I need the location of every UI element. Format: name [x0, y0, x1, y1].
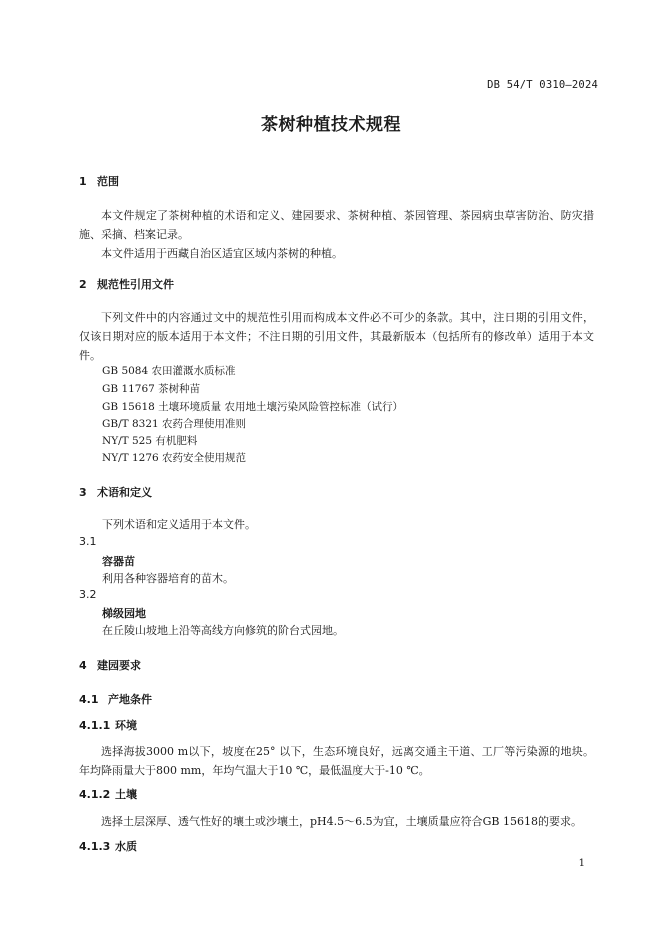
- clause-4-1-3-title: 水质: [115, 840, 137, 853]
- clause-4-1-1-body: [79, 742, 594, 780]
- term-name: 容器苗: [102, 555, 135, 568]
- clause-4-1-2-body: [79, 812, 594, 831]
- section-2-paragraph-1: 下列文件中的内容通过文中的规范性引用而构成本文件必不可少的条款。其中，注日期的引用文件，仅该日期对应的版本适用于本文件；不注日期的引用文件，其最新版本（包括所有的修改单）适用于本文件。: [79, 311, 594, 362]
- term-definition: 利用各种容器培育的苗木。: [102, 572, 234, 585]
- clause-4-1-3-number: 4.1.3: [79, 840, 111, 853]
- clause-4-1-2-heading: [79, 786, 137, 802]
- reference-item: GB/T 8321 农药合理使用准则: [102, 418, 247, 430]
- page-number: 1: [578, 858, 585, 869]
- reference-item: NY/T 1276 农药安全使用规范: [102, 452, 247, 464]
- clause-4-1-1-heading: [79, 717, 137, 733]
- term-name: 梯级园地: [102, 607, 146, 620]
- section-4-heading: [79, 657, 141, 673]
- clause-4-1-2-paragraph: 选择土层深厚、透气性好的壤土或沙壤土，pH4.5～6.5为宜，土壤质量应符合GB 15618的要求。: [101, 815, 582, 828]
- clause-4-1-title: 产地条件: [108, 693, 152, 706]
- section-2-body: [79, 308, 594, 365]
- section-2-heading: [79, 276, 174, 292]
- clause-4-1-1-title: 环境: [115, 719, 137, 732]
- clause-4-1-1-number: 4.1.1: [79, 719, 111, 732]
- section-3-heading: [79, 484, 152, 500]
- term-number: 3.1: [79, 535, 97, 548]
- section-3-title: 术语和定义: [97, 486, 152, 499]
- reference-item: NY/T 525 有机肥料: [102, 435, 198, 447]
- clause-4-1-2-title: 土壤: [115, 788, 137, 801]
- section-3-paragraph-1: 下列术语和定义适用于本文件。: [102, 518, 256, 531]
- clause-4-1-heading: [79, 691, 152, 707]
- clause-4-1-3-heading: [79, 838, 137, 854]
- section-1-title: 范围: [97, 175, 119, 188]
- clause-4-1-number: 4.1: [79, 693, 99, 706]
- section-2-title: 规范性引用文件: [97, 278, 174, 291]
- section-3-number: 3: [79, 486, 87, 499]
- reference-item: GB 11767 茶树种苗: [102, 383, 201, 395]
- section-1-number: 1: [79, 175, 87, 188]
- section-4-title: 建园要求: [97, 659, 141, 672]
- reference-item: GB 15618 土壤环境质量 农用地土壤污染风险管控标准（试行）: [102, 401, 404, 413]
- section-4-number: 4: [79, 659, 87, 672]
- clause-4-1-2-number: 4.1.2: [79, 788, 111, 801]
- section-1-paragraph-2: 本文件适用于西藏自治区适宜区域内茶树的种植。: [101, 247, 343, 260]
- section-2-number: 2: [79, 278, 87, 291]
- term-number: 3.2: [79, 588, 97, 601]
- term-definition: 在丘陵山坡地上沿等高线方向修筑的阶台式园地。: [102, 624, 344, 637]
- reference-item: GB 5084 农田灌溉水质标准: [102, 365, 236, 377]
- document-code: DB 54/T 0310—2024: [487, 79, 598, 91]
- clause-4-1-1-paragraph: 选择海拔3000 m以下，坡度在25° 以下，生态环境良好，远离交通主干道、工厂等污染源的地块。年均降雨量大于800 mm，年均气温大于10 ℃，最低温度大于-10 ℃。: [79, 745, 594, 777]
- section-1-body: [79, 206, 594, 263]
- document-title: 茶树种植技术规程: [261, 115, 401, 135]
- section-1-heading: [79, 173, 119, 189]
- section-1-paragraph-1: 本文件规定了茶树种植的术语和定义、建园要求、茶树种植、茶园管理、茶园病虫草害防治、防灾措施、采摘、档案记录。: [79, 209, 594, 241]
